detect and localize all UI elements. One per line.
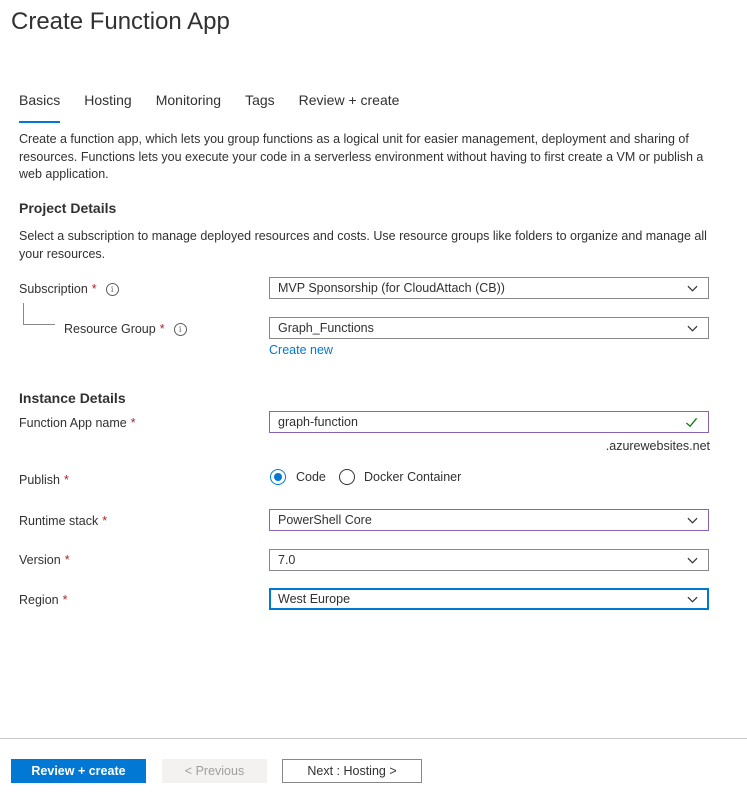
chevron-down-icon <box>687 323 698 334</box>
subscription-label <box>19 282 119 296</box>
region-value: West Europe <box>278 592 351 606</box>
required-marker: * <box>64 473 69 487</box>
required-marker: * <box>62 593 68 607</box>
runtime-stack-dropdown[interactable] <box>269 509 709 531</box>
required-marker: * <box>64 553 70 567</box>
domain-suffix: .azurewebsites.net <box>605 439 710 453</box>
region-label <box>19 593 68 607</box>
project-details-description: Select a subscription to manage deployed resources and costs. Use resource groups like folders to organize and manage all your resources. <box>19 229 707 261</box>
radio-checked[interactable] <box>270 469 286 485</box>
version-value: 7.0 <box>278 553 296 567</box>
subscription-value: MVP Sponsorship (for CloudAttach (CB)) <box>278 281 505 295</box>
chevron-down-icon <box>687 515 698 526</box>
chevron-down-icon <box>687 555 698 566</box>
tab-basics[interactable]: Basics <box>19 92 60 116</box>
required-marker: * <box>102 514 108 528</box>
tree-connector-vertical <box>23 303 24 324</box>
tab-tags[interactable]: Tags <box>245 92 275 108</box>
page-title: Create Function App <box>11 8 230 35</box>
resource-group-label-text: Resource Group <box>64 322 156 336</box>
resource-group-dropdown[interactable] <box>269 317 709 339</box>
chevron-down-icon <box>687 283 698 294</box>
tab-bar <box>19 92 423 116</box>
required-marker: * <box>159 322 165 336</box>
instance-details-heading: Instance Details <box>19 390 126 406</box>
required-marker: * <box>130 416 136 430</box>
publish-label-text: Publish <box>19 473 60 487</box>
required-marker: * <box>91 282 97 296</box>
version-label <box>19 553 70 567</box>
runtime-stack-label <box>19 514 107 528</box>
info-icon[interactable]: i <box>174 323 187 336</box>
tab-review-create[interactable]: Review + create <box>298 92 400 108</box>
subscription-dropdown[interactable] <box>269 277 709 299</box>
resource-group-value: Graph_Functions <box>278 321 374 335</box>
radio-unchecked[interactable] <box>339 469 355 485</box>
runtime-stack-value: PowerShell Core <box>278 513 372 527</box>
version-dropdown[interactable] <box>269 549 709 571</box>
resource-group-label <box>64 322 187 336</box>
review-create-button[interactable]: Review + create <box>11 759 146 783</box>
tab-monitoring[interactable]: Monitoring <box>155 92 222 108</box>
checkmark-icon <box>685 416 698 429</box>
runtime-stack-label-text: Runtime stack <box>19 514 99 528</box>
next-hosting-button[interactable]: Next : Hosting > <box>282 759 422 783</box>
footer-divider <box>0 738 747 739</box>
function-app-name-label-text: Function App name <box>19 416 127 430</box>
create-new-link[interactable]: Create new <box>269 343 333 357</box>
function-app-name-value: graph-function <box>278 415 358 429</box>
publish-option-docker[interactable] <box>338 468 478 486</box>
subscription-label-text: Subscription <box>19 282 88 296</box>
tree-connector-horizontal <box>23 324 55 325</box>
tab-hosting[interactable]: Hosting <box>84 92 132 108</box>
info-icon[interactable]: i <box>106 283 119 296</box>
region-label-text: Region <box>19 593 59 607</box>
version-label-text: Version <box>19 553 61 567</box>
intro-text: Create a function app, which lets you group functions as a logical unit for easier management, deployment and sharing of resources. Functions lets you execute your code in a serverless environment without having to first create a VM or publish a web application. <box>19 132 704 181</box>
publish-option-docker-label: Docker Container <box>364 470 462 484</box>
publish-label <box>19 473 69 487</box>
region-dropdown[interactable] <box>269 588 709 610</box>
publish-option-code-label: Code <box>296 470 326 484</box>
function-app-name-label <box>19 416 136 430</box>
chevron-down-icon <box>687 594 698 605</box>
project-details-heading: Project Details <box>19 200 117 216</box>
function-app-name-input[interactable] <box>269 411 709 433</box>
previous-button[interactable]: < Previous <box>162 759 267 783</box>
